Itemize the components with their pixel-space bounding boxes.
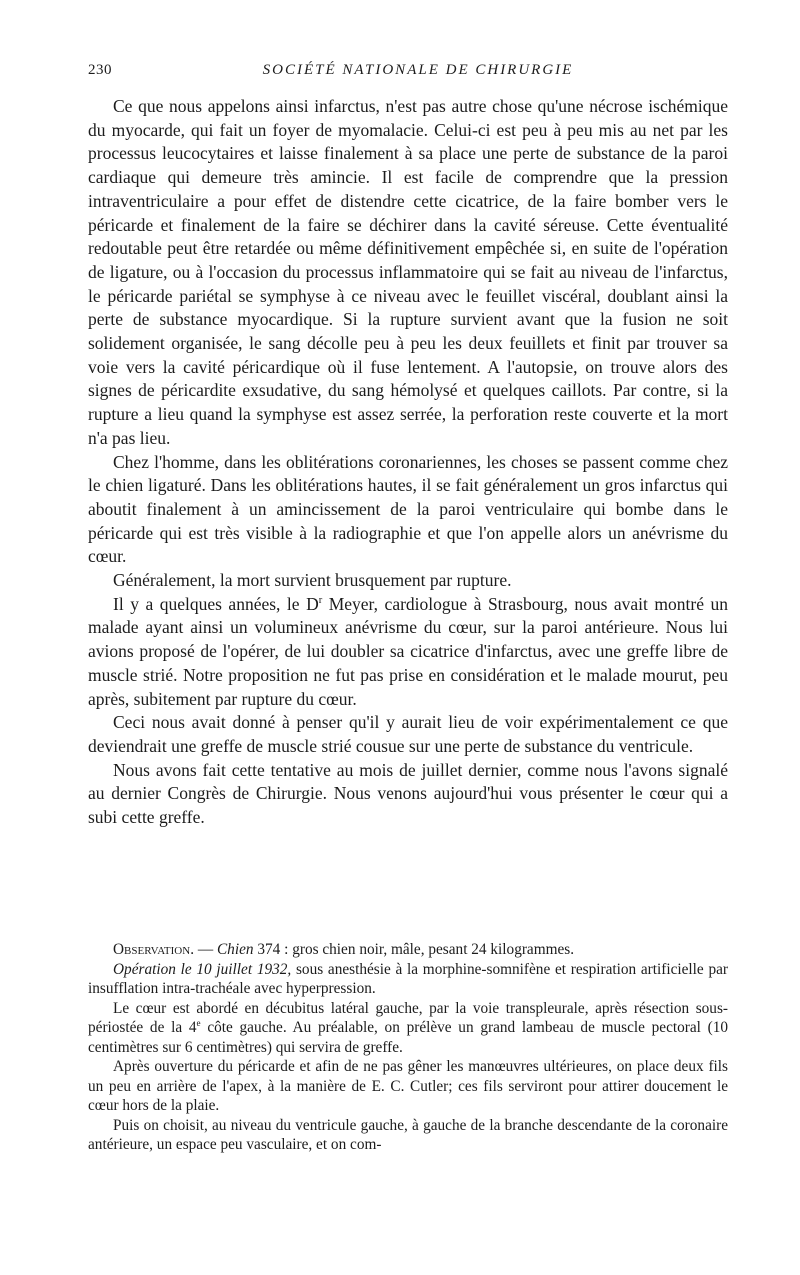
paragraph-meyer: Il y a quelques années, le $D^r$ Meyer, cardiologue à Strasbourg, nous avait montré un malade ayant ainsi un volumineux anévrisme du cœur, sur la paroi antérieure. Nous lui avions proposé de l'opérer, de lui doubler sa cicatrice d'infarctus, avec une greffe libre de muscle strié. Notre proposition ne fut pas prise en considération et le malade mourut, peu après, subitement par rupture du cœur. (88, 593, 728, 709)
running-title: SOCIÉTÉ NATIONALE DE CHIRURGIE (262, 62, 574, 78)
paragraph-experimentation: Ceci nous avait donné à penser qu'il y aurait lieu de voir expérimentalement ce que deviendrait une greffe de muscle strié cousue sur une perte de substance du ventricule. (88, 712, 728, 756)
paragraph-mort: Généralement, la mort survient brusquement par rupture. (113, 570, 512, 591)
paragraph-homme: Chez l'homme, dans les oblitérations coronariennes, les choses se passent comme chez le chien ligaturé. Dans les oblitérations hautes, il se fait généralement un gros infarctus qui aboutit finalement à un amincissement de la paroi ventriculaire qui bombe dans le péricarde qui est très visible à la radiographie et que l'on appelle alors un anévrisme du cœur. (88, 451, 728, 567)
observation-operation: Opération le 10 juillet 1932, sous anesthésie à la morphine-somnifène et respiration artificielle par insufflation intra-trachéale avec hyperpression. (88, 960, 728, 997)
observation-ventricule: Puis on choisit, au niveau du ventricule gauche, à gauche de la branche descendante de la coronaire antérieure, un espace peu vasculaire, et on com- (88, 1116, 728, 1153)
observation-pericarde: Après ouverture du péricarde et afin de ne pas gêner les manœuvres ultérieures, on place deux fils un peu en arrière de l'apex, à la manière de E. C. Cutler; ces fils serviront pour attirer doucement le cœur hors de la plaie. (88, 1058, 728, 1114)
observation-section (88, 940, 728, 1155)
page-header (88, 62, 728, 84)
main-text (88, 95, 728, 830)
observation-abord: Le cœur est abordé en décubitus latéral gauche, par la voie transpleurale, après résection sous-périostée de la 4e côte gauche. Au préalable, on prélève un grand lambeau de muscle pectoral (10 centimètres sur 6 centimètres) qui servira de greffe. (88, 999, 729, 1056)
observation-header: Observation. — Chien 374 : gros chien noir, mâle, pesant 24 kilogrammes. (113, 941, 575, 958)
paragraph-infarctus: Ce que nous appelons ainsi infarctus, n'est pas autre chose qu'une nécrose ischémique du myocarde, qui fait un foyer de myomalacie. Celui-ci est peu à peu mis au net par les processus leucocytaires et laisse finalement à sa place une perte de substance de la paroi cardiaque qui demeure très amincie. Il est facile de comprendre que la pression intraventriculaire a pour effet de distendre cette cicatrice, de la faire bomber vers le péricarde et finalement de la faire se déchirer dans la cavité séreuse. Cette éventualité redoutable peut être retardée ou même définitivement empêchée si, en suite de l'opération de ligature, ou à l'occasion du processus inflammatoire qui se fait au niveau de l'infarctus, le péricarde pariétal se symphyse à ce niveau avec le feuillet viscéral, doublant ainsi la perte de substance myocardique. Si la rupture survient avant que la fusion ne soit solidement organisée, le sang décolle peu à peu les deux feuillets et finit par trouver sa voie vers la cavité péricardique où il fuse lentement. A l'autopsie, on trouve alors des signes de péricardite exsudative, du sang hémolysé et quelques caillots. Par contre, si la rupture a lieu quand la symphyse est assez serrée, la perforation reste couverte et la mort n'a pas lieu. (88, 96, 728, 448)
page-number: 230 (88, 62, 112, 78)
paragraph-tentative: Nous avons fait cette tentative au mois de juillet dernier, comme nous l'avons signalé au dernier Congrès de Chirurgie. Nous venons aujourd'hui vous présenter le cœur qui a subi cette greffe. (88, 759, 728, 828)
observation-label: Observation (113, 941, 191, 958)
